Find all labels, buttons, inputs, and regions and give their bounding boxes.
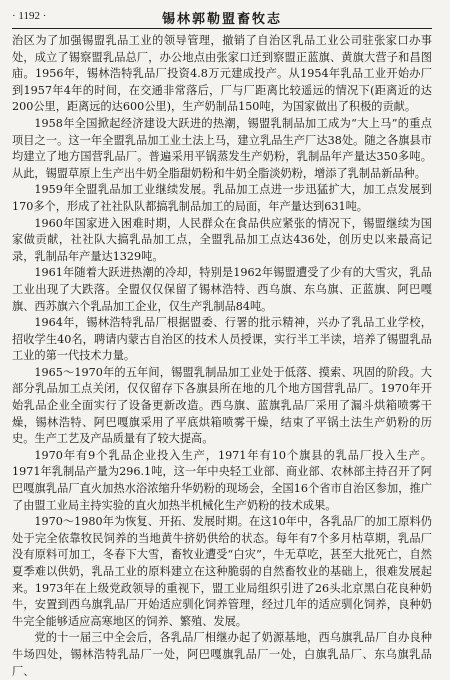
- book-title: 锡林郭勒盟畜牧志: [161, 12, 282, 27]
- header-rule: [12, 28, 432, 29]
- paragraph-10: 党的十一届三中全会后，各乳品厂相继办起了奶源基地，西乌旗乳品厂自办良种牛场四处，锡林浩特乳品厂一处，阿巴嘎旗乳品厂一处，白旗乳品厂、东乌旗乳品厂、: [12, 631, 432, 678]
- page-header: [12, 8, 432, 28]
- page-number: · 1192 ·: [12, 10, 47, 22]
- paragraph-1: 治区为了加强锡盟乳品工业的领导管理，撤销了自治区乳品工业公司驻张家口办事处，成立了锡察盟乳品总厂，办公地点由张家口迁到察盟正蓝旗、黄旗大营子和昌图庙。1956年，锡林浩特乳品厂投资4.8万元建成投产。从1954年乳品工业开始办厂到1957年4年的时间，在交通非常落后，厂与厂距离比较遥远的情况下(距离近的达200公里，距离远的达600公里)，生产奶制品150吨，为国家做出了积极的贡献。: [12, 34, 432, 114]
- paragraph-6: 1964年，锡林浩特乳品厂根据盟委、行署的批示精神，兴办了乳品工业学校，招收学生40名，聘请内蒙古自治区的技术人员授课，实行半工半读，培养了锡盟乳品工业的第一代技术力量。: [12, 316, 432, 363]
- paragraph-2: 1958年全国掀起经济建设大跃进的热潮，锡盟乳制品加工成为“大上马”的重点项目之一。这一年全盟乳品加工业土法上马，建立乳品生产厂达38处。随之各旗县市均建立了地方国营乳品厂。普遍采用平锅蒸发生产奶粉，乳制品年产量达350多吨。从此，锡盟草原上生产出牛奶全脂甜奶粉和牛奶全脂淡奶粉，增添了乳制品新品种。: [12, 116, 432, 180]
- paragraph-4: 1960年国家进入困难时期，人民群众在食品供应紧张的情况下，锡盟继续为国家做贡献，社社队大搞乳品加工点，全盟乳品加工点达436处，创历史以来最高记录，乳制品年产量达1329吨。: [12, 216, 432, 263]
- paragraph-7: 1965～1970年的五年间，锡盟乳制品加工业处于低落、摸索、巩固的阶段。大部分乳品加工点关闭，仅仅留存下各旗县所在地的几个地方国营乳品厂。1970年开始乳品企业全面实行了设备更新改造。西乌旗、蓝旗乳品厂采用了漏斗烘箱喷雾干燥，锡林浩特、阿巴嘎旗采用了平底烘箱喷雾干燥，结束了平锅土法生产奶粉的历史。生产工艺及产品质量有了较大提高。: [12, 365, 432, 446]
- paragraph-3: 1959年全盟乳品加工业继续发展。乳品加工点进一步迅猛扩大，加工点发展到170多个，形成了社社队队都搞乳制品加工的局面，年产量达到631吨。: [12, 183, 432, 213]
- page-body: [12, 33, 432, 680]
- paragraph-8: 1970年有9个乳品企业投入生产，1971年有10个旗县的乳品厂投入生产。1971年乳制品产量为296.1吨，这一年中央轻工业部、商业部、农林部主持召开了阿巴嘎旗乳品厂直火加热水浴浓缩升华奶粉的现场会，全国16个省市自治区参加，推广了由盟工业局主持实验的直火加热半机械化生产奶粉的技术成果。: [12, 448, 432, 512]
- paragraph-5: 1961年随着大跃进热潮的冷却，特别是1962年锡盟遭受了少有的大雪灾，乳品工业出现了大跌落。全盟仅仅保留了锡林浩特、西乌旗、东乌旗、正蓝旗、阿巴嘎旗、西苏旗六个乳品加工企业，仅生产乳制品84吨。: [12, 266, 432, 313]
- paragraph-9: 1970～1980年为恢复、开拓、发展时期。在这10年中，各乳品厂的加工原料仍处于完全依靠牧民饲养的当地黄牛挤奶供给的状态。每年有7个多月枯草期，乳品厂没有原料可加工，冬春下大雪，畜牧业遭受“白灾”，牛无草吃，甚至大批死亡，自然夏季难以供奶，乳品工业的原料建立在这种脆弱的自然畜牧业的基础上，很难发展起来。1973年在上级党政领导的重视下，盟工业局组织引进了26头北京黑白花良种奶牛，安置到西乌旗乳品厂开始适应驯化饲养管理，经过几年的适应驯化饲养，良种奶牛完全能够适应高寒地区的饲养、繁殖、发展。: [12, 515, 432, 628]
